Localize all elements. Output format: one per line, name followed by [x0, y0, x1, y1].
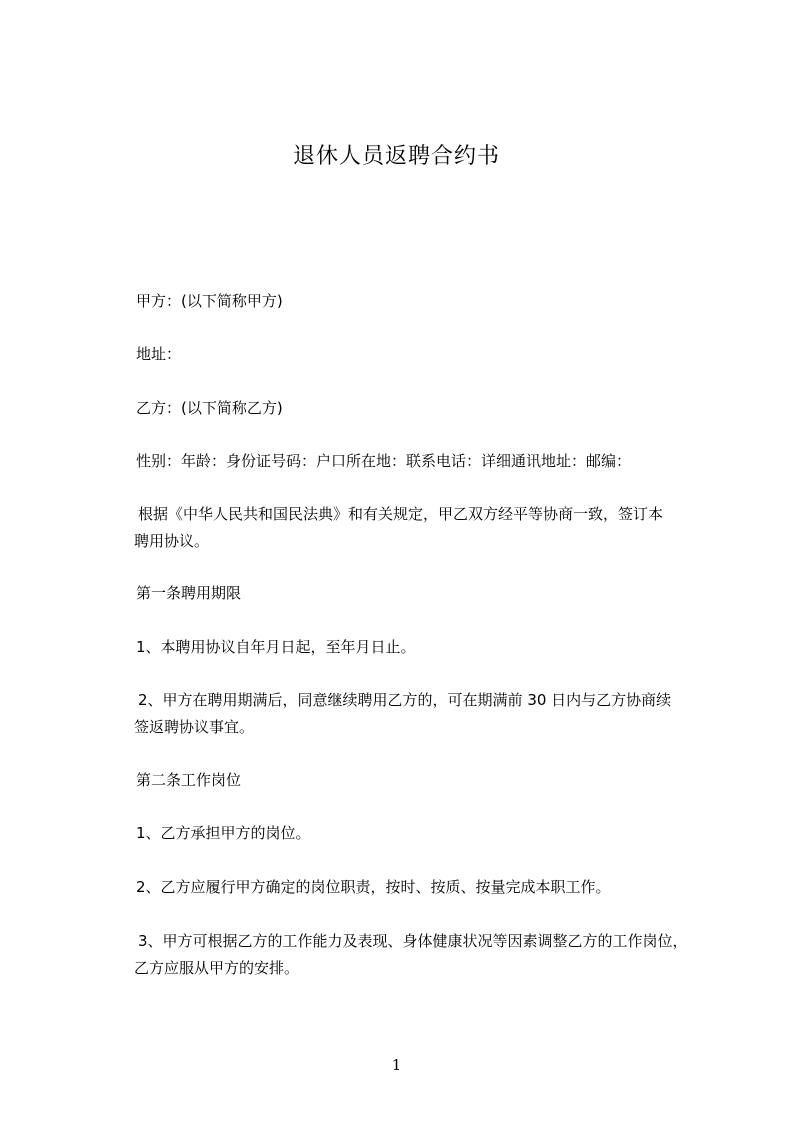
- article-1-item-2-line-2: 签返聘协议事宜。: [134, 718, 255, 736]
- preamble-line-1: 根据《中华人民共和国民法典》和有关规定，甲乙双方经平等协商一致，签订本: [138, 505, 664, 523]
- address-line: 地址：: [136, 345, 182, 363]
- article-1-item-1: 1、本聘用协议自年月日起，至年月日止。: [136, 638, 416, 656]
- preamble-line-2: 聘用协议。: [134, 532, 210, 550]
- party-b-line: 乙方：(以下简称乙方): [136, 399, 283, 417]
- article-2-item-2: 2、乙方应履行甲方确定的岗位职责，按时、按质、按量完成本职工作。: [136, 878, 611, 896]
- article-1-item-2-line-1: 2、甲方在聘用期满后，同意继续聘用乙方的，可在期满前 30 日内与乙方协商续: [138, 691, 672, 709]
- article-1-item-2: [104, 687, 704, 741]
- article-2-item-1: 1、乙方承担甲方的岗位。: [136, 824, 311, 842]
- article-2-heading: 第二条工作岗位: [136, 771, 242, 789]
- article-1-heading: 第一条聘用期限: [136, 584, 242, 602]
- page-number: 1: [391, 1056, 402, 1074]
- party-b-info-line: 性别：年龄：身份证号码：户口所在地：联系电话：详细通讯地址：邮编：: [136, 452, 632, 470]
- preamble-paragraph: [104, 501, 704, 555]
- party-a-line: 甲方：(以下简称甲方): [136, 292, 283, 310]
- article-2-item-3-line-1: 3、甲方可根据乙方的工作能力及表现、身体健康状况等因素调整乙方的工作岗位，: [138, 932, 688, 950]
- document-title: 退休人员返聘合约书: [292, 144, 500, 169]
- article-2-item-3: [104, 928, 704, 982]
- article-2-item-3-line-2: 乙方应服从甲方的安排。: [134, 959, 300, 977]
